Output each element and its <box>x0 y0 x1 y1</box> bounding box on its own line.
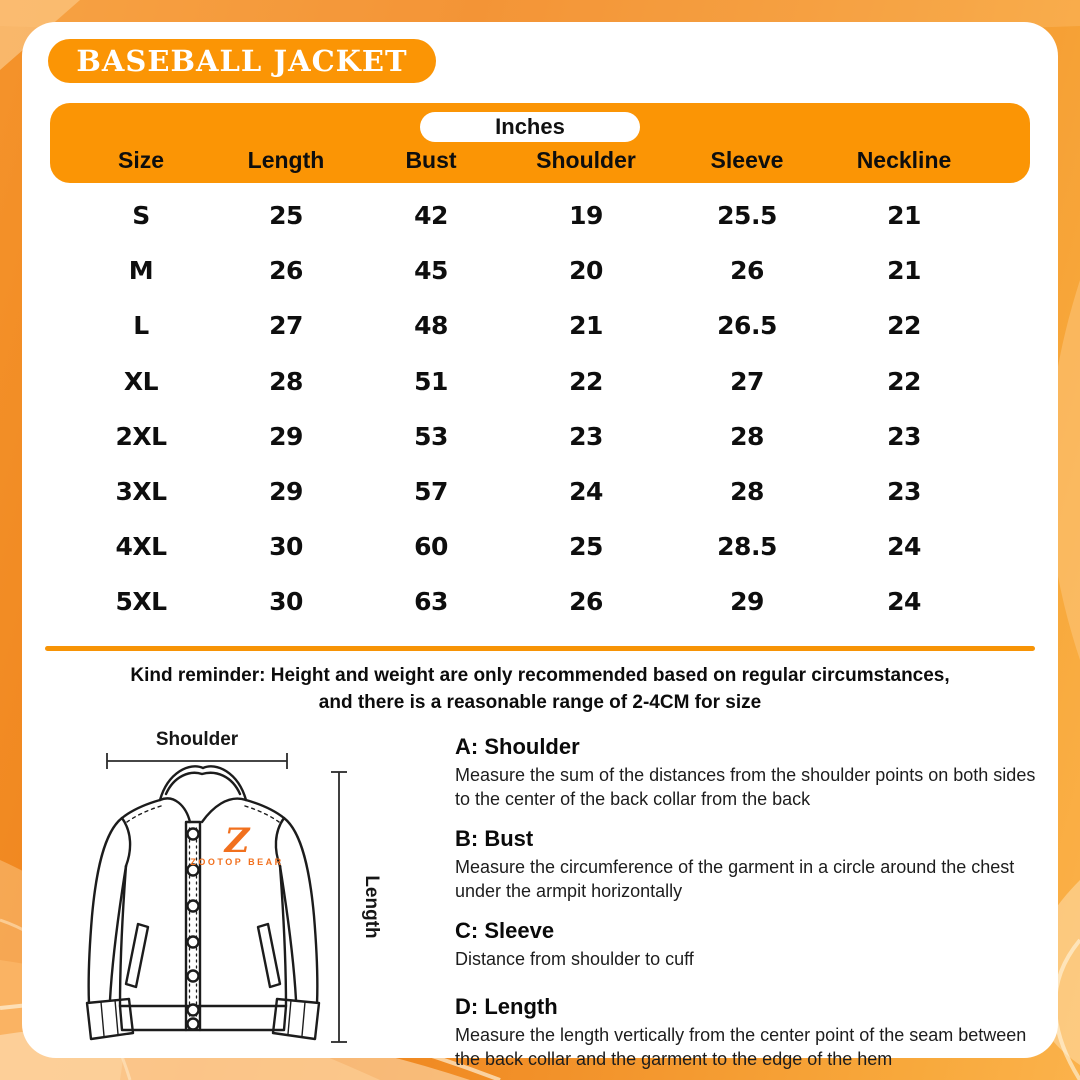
size-cell: XL <box>123 366 159 396</box>
table-row <box>50 243 1030 298</box>
length-cell: 25 <box>269 201 303 231</box>
neckline-cell: 24 <box>887 532 921 562</box>
size-cell: 3XL <box>115 477 167 507</box>
bust-cell: 57 <box>414 477 448 507</box>
shoulder-label: Shoulder <box>155 729 239 750</box>
definition-bust <box>455 826 1041 903</box>
table-row <box>50 574 1030 629</box>
reminder-line-1: Kind reminder: Height and weight are only recommended based on regular circumstances, <box>130 665 950 686</box>
table-row <box>50 354 1030 409</box>
shoulder-cell: 24 <box>569 477 603 507</box>
table-row <box>50 298 1030 353</box>
sleeve-cell: 28.5 <box>717 532 777 562</box>
length-cell: 28 <box>269 366 303 396</box>
table-header-band <box>50 103 1030 183</box>
shoulder-cell: 25 <box>569 532 603 562</box>
measure-definitions <box>455 734 1041 1080</box>
length-measure-line <box>331 772 347 1042</box>
shoulder-cell: 21 <box>569 311 603 341</box>
shoulder-cell: 22 <box>569 366 603 396</box>
definition-heading: A: Shoulder <box>455 734 580 759</box>
length-label: Length <box>361 875 382 939</box>
neckline-cell: 22 <box>887 366 921 396</box>
definition-heading: D: Length <box>455 994 558 1019</box>
sleeve-cell: 26.5 <box>717 311 777 341</box>
shoulder-cell: 19 <box>569 201 603 231</box>
size-cell: 5XL <box>115 587 167 617</box>
divider-line <box>45 646 1035 651</box>
column-header-length: Length <box>247 147 325 173</box>
sleeve-cell: 28 <box>730 477 764 507</box>
unit-pill <box>420 112 640 142</box>
length-cell: 26 <box>269 256 303 286</box>
definition-shoulder <box>455 734 1041 811</box>
sleeve-cell: 28 <box>730 421 764 451</box>
column-header-size: Size <box>117 147 165 173</box>
column-header-neckline: Neckline <box>856 147 952 173</box>
table-header-row <box>50 145 1030 175</box>
sleeve-cell: 25.5 <box>717 201 777 231</box>
size-cell: S <box>132 201 150 231</box>
unit-label: Inches <box>495 114 565 139</box>
sleeve-cell: 29 <box>730 587 764 617</box>
definition-heading: C: Sleeve <box>455 918 555 943</box>
definition-body: Measure the length vertically from the center point of the seam between the back collar and the garment to the edge of the hem <box>455 1025 1027 1069</box>
jacket-outline <box>87 766 319 1039</box>
size-cell: L <box>133 311 149 341</box>
definition-length <box>455 994 1041 1071</box>
column-header-bust: Bust <box>405 147 457 173</box>
neckline-cell: 23 <box>887 421 921 451</box>
neckline-cell: 24 <box>887 587 921 617</box>
size-cell: M <box>128 256 154 286</box>
table-row <box>50 409 1030 464</box>
table-row <box>50 464 1030 519</box>
page-title: BASEBALL JACKET <box>76 44 408 78</box>
bust-cell: 51 <box>414 366 448 396</box>
jacket-diagram <box>60 720 420 1060</box>
table-row <box>50 519 1030 574</box>
length-cell: 30 <box>269 587 303 617</box>
brand-monogram: Z <box>224 821 250 861</box>
size-cell: 4XL <box>115 532 167 562</box>
neckline-cell: 23 <box>887 477 921 507</box>
definition-body: Measure the circumference of the garment in a circle around the chest under the armpit horizontally <box>455 857 1015 901</box>
definition-body: Distance from shoulder to cuff <box>455 949 694 969</box>
column-header-shoulder: Shoulder <box>536 147 636 173</box>
definition-body: Measure the sum of the distances from the shoulder points on both sides to the center of the back collar from the back <box>455 765 1036 809</box>
size-chart-card <box>22 22 1058 1069</box>
sleeve-cell: 26 <box>730 256 764 286</box>
bust-cell: 42 <box>414 201 448 231</box>
kind-reminder <box>22 662 1058 716</box>
definition-sleeve <box>455 918 1041 971</box>
column-header-sleeve: Sleeve <box>710 147 784 173</box>
bust-cell: 45 <box>414 256 448 286</box>
brand-logo-text: ZOOTOP BEAR <box>190 857 284 867</box>
shoulder-cell: 20 <box>569 256 603 286</box>
neckline-cell: 22 <box>887 311 921 341</box>
neckline-cell: 21 <box>887 201 921 231</box>
sleeve-cell: 27 <box>730 366 764 396</box>
shoulder-cell: 23 <box>569 421 603 451</box>
length-cell: 29 <box>269 477 303 507</box>
size-cell: 2XL <box>115 421 167 451</box>
bust-cell: 63 <box>414 587 448 617</box>
bust-cell: 48 <box>414 311 448 341</box>
bust-cell: 60 <box>414 532 448 562</box>
title-banner <box>48 39 436 83</box>
length-cell: 30 <box>269 532 303 562</box>
bust-cell: 53 <box>414 421 448 451</box>
length-cell: 29 <box>269 421 303 451</box>
definition-heading: B: Bust <box>455 826 534 851</box>
jacket-line-art <box>60 720 420 1060</box>
table-row <box>50 188 1030 243</box>
neckline-cell: 21 <box>887 256 921 286</box>
size-table-body <box>50 188 1030 630</box>
length-cell: 27 <box>269 311 303 341</box>
shoulder-cell: 26 <box>569 587 603 617</box>
reminder-line-2: and there is a reasonable range of 2-4CM for size <box>318 692 762 713</box>
